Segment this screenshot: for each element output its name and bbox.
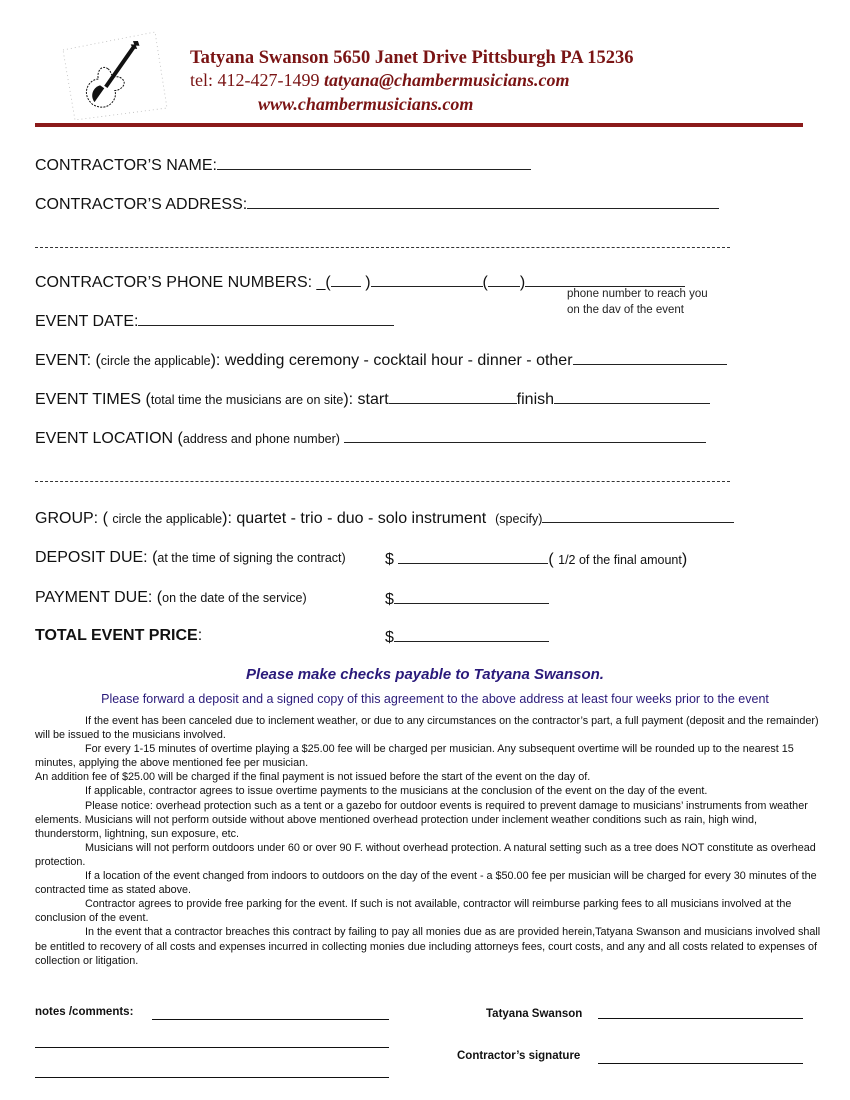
phone-note-line2: on the dav of the event [567,304,685,316]
phone-note [567,286,708,318]
contractor-address-field [35,194,719,214]
event-type-field [35,350,727,370]
notes-label: notes /comments: [35,1006,134,1018]
phone-label: CONTRACTOR’S PHONE NUMBERS: _( [35,274,331,291]
payment-input[interactable] [394,589,549,604]
deposit-field [35,549,346,567]
finish-label: finish [516,391,555,408]
notes-input-line1[interactable] [152,1019,389,1020]
terms-section [35,714,825,968]
checks-payable-notice: Please make checks payable to Tatyana Swanson. [246,666,604,683]
colon: : [197,627,203,644]
group-field [35,508,734,528]
term-overtime-payment: If applicable, contractor agrees to issue overtime payments to the musicians at the conclusion of the event on the day of the event. [85,785,708,798]
term-location-change: If a location of the event changed from indoors to outdoors on the day of the event - a $50.00 fee per musician will be charged for every 30 minutes of the contracted time as stated above. [35,870,817,897]
contractor-name-input[interactable] [217,155,531,170]
term-overhead-protection: Please notice: overhead protection such as a tent or a gazebo for outdoor events is required to prevent damage to musicians’ instruments from weather elements. Musicians will not perform outside without above mentioned overhead protection under inclement weather conditions such as rain, high wind, thunderstorm, lightning, sun exposure, etc. [35,799,808,840]
term-temperature: Musicians will not perform outdoors under 60 or over 90 F. without overhead protection. A natural setting such as a tree does NOT constitute as overhead protection. [35,841,816,868]
phone-paren: ( [482,274,488,291]
group-specify-label: (specify) [495,512,543,526]
paren: ) [302,591,307,605]
event-times-hint: total time the musicians are on site [150,393,344,407]
contractor-name-field [35,155,531,175]
event-label: EVENT: ( [35,352,101,369]
event-location-hint: address and phone number [182,432,336,446]
paren: ( [548,551,559,568]
deposit-label: DEPOSIT DUE: ( [35,549,158,566]
header-phone: tel: 412-427-1499 [190,70,324,90]
header-website[interactable]: www.chambermusicians.com [258,94,474,114]
paren: ) [341,551,346,565]
payment-amount [385,589,549,609]
deposit-hint: at the time of signing the contract [157,551,342,565]
group-options[interactable]: ): quartet - trio - duo - solo instrument [222,510,487,527]
dollar-sign: $ [385,629,394,646]
phone-area-code-1[interactable] [331,272,361,287]
dollar-sign: $ [385,551,399,568]
contractor-signature-line[interactable] [598,1063,803,1064]
phone-note-line1: phone number to reach you [567,288,708,300]
deposit-input[interactable] [398,549,548,564]
group-specify-input[interactable] [542,508,734,523]
paren: ) [335,432,340,446]
start-time-input[interactable] [389,389,517,404]
forward-deposit-notice: Please forward a deposit and a signed copy of this agreement to the above address at least four weeks prior to the event [101,692,769,706]
payment-label: PAYMENT DUE: ( [35,589,163,606]
term-parking: Contractor agrees to provide free parking for the event. If such is not available, contractor will reimburse parking fees to all musicians involved at the conclusion of the event. [35,898,792,925]
start-label: ): start [343,391,389,408]
event-times-label: EVENT TIMES ( [35,391,151,408]
group-label: GROUP: ( [35,510,113,527]
term-cancellation: If the event has been canceled due to inclement weather, or due to any circumstances on the contractor’s part, a full payment (deposit and the remainder) will be issued to the musicians involved. [35,715,819,742]
header-email[interactable]: tatyana@chambermusicians.com [323,70,570,90]
term-late-payment: An addition fee of $25.00 will be charged if the final payment is not issued before the start of the event on the day of. [35,771,591,784]
deposit-amount [385,549,687,569]
contractor-address-input[interactable] [247,194,719,209]
group-hint: circle the applicable [112,512,223,526]
term-breach: In the event that a contractor breaches this contract by failing to pay all monies due as are provided herein,Tatyana Swanson and musicians involved shall be entitled to recovery of all costs and expenses incurred in collecting monies due including attorneys fees, court costs, and any and all costs related to expenses of collection or litigation. [35,926,821,967]
phone-number-1[interactable] [371,272,483,287]
contractor-name-label: CONTRACTOR’S NAME: [35,157,217,174]
event-options[interactable]: ): wedding ceremony - cocktail hour - dinner - other [210,352,573,369]
event-location-field [35,428,706,448]
dollar-sign: $ [385,591,394,608]
header-divider [35,123,803,127]
deposit-note: 1/2 of the final amount [558,553,682,567]
total-label: TOTAL EVENT PRICE [35,627,198,644]
payment-hint: on the date of the service [162,591,303,605]
violin-icon [55,30,170,120]
total-field [35,627,202,645]
event-date-input[interactable] [138,311,394,326]
tatyana-signature-label: Tatyana Swanson [486,1008,583,1020]
finish-time-input[interactable] [554,389,710,404]
term-overtime: For every 1-15 minutes of overtime playing a $25.00 fee will be charged per musician. Any subsequent overtime will be rounded up to the nearest 15 minutes, applying the above mentioned fee per musician. [35,743,794,770]
notes-input-line3[interactable] [35,1077,389,1078]
tatyana-signature-line[interactable] [598,1018,803,1019]
header-address: Tatyana Swanson 5650 Janet Drive Pittsburgh PA 15236 [190,48,634,68]
event-location-input[interactable] [344,428,706,443]
payment-field [35,589,307,607]
total-input[interactable] [394,627,549,642]
event-date-field [35,311,394,331]
phone-paren: ) [365,274,371,291]
contractor-signature-label: Contractor’s signature [457,1050,581,1062]
notes-input-line2[interactable] [35,1047,389,1048]
header-contact [190,70,569,91]
phone-number-2[interactable] [525,272,685,287]
contractor-address-label: CONTRACTOR’S ADDRESS: [35,196,248,213]
event-location-input-line2[interactable] [35,480,730,482]
event-hint: circle the applicable [100,354,211,368]
event-location-label: EVENT LOCATION ( [35,430,183,447]
contractor-address-input-line2[interactable] [35,246,730,248]
phone-area-code-2[interactable] [488,272,520,287]
event-other-input[interactable] [573,350,727,365]
event-times-field [35,389,710,409]
phone-paren: ) [519,274,526,291]
paren: ) [681,551,688,568]
total-amount [385,627,549,647]
event-date-label: EVENT DATE: [35,313,139,330]
